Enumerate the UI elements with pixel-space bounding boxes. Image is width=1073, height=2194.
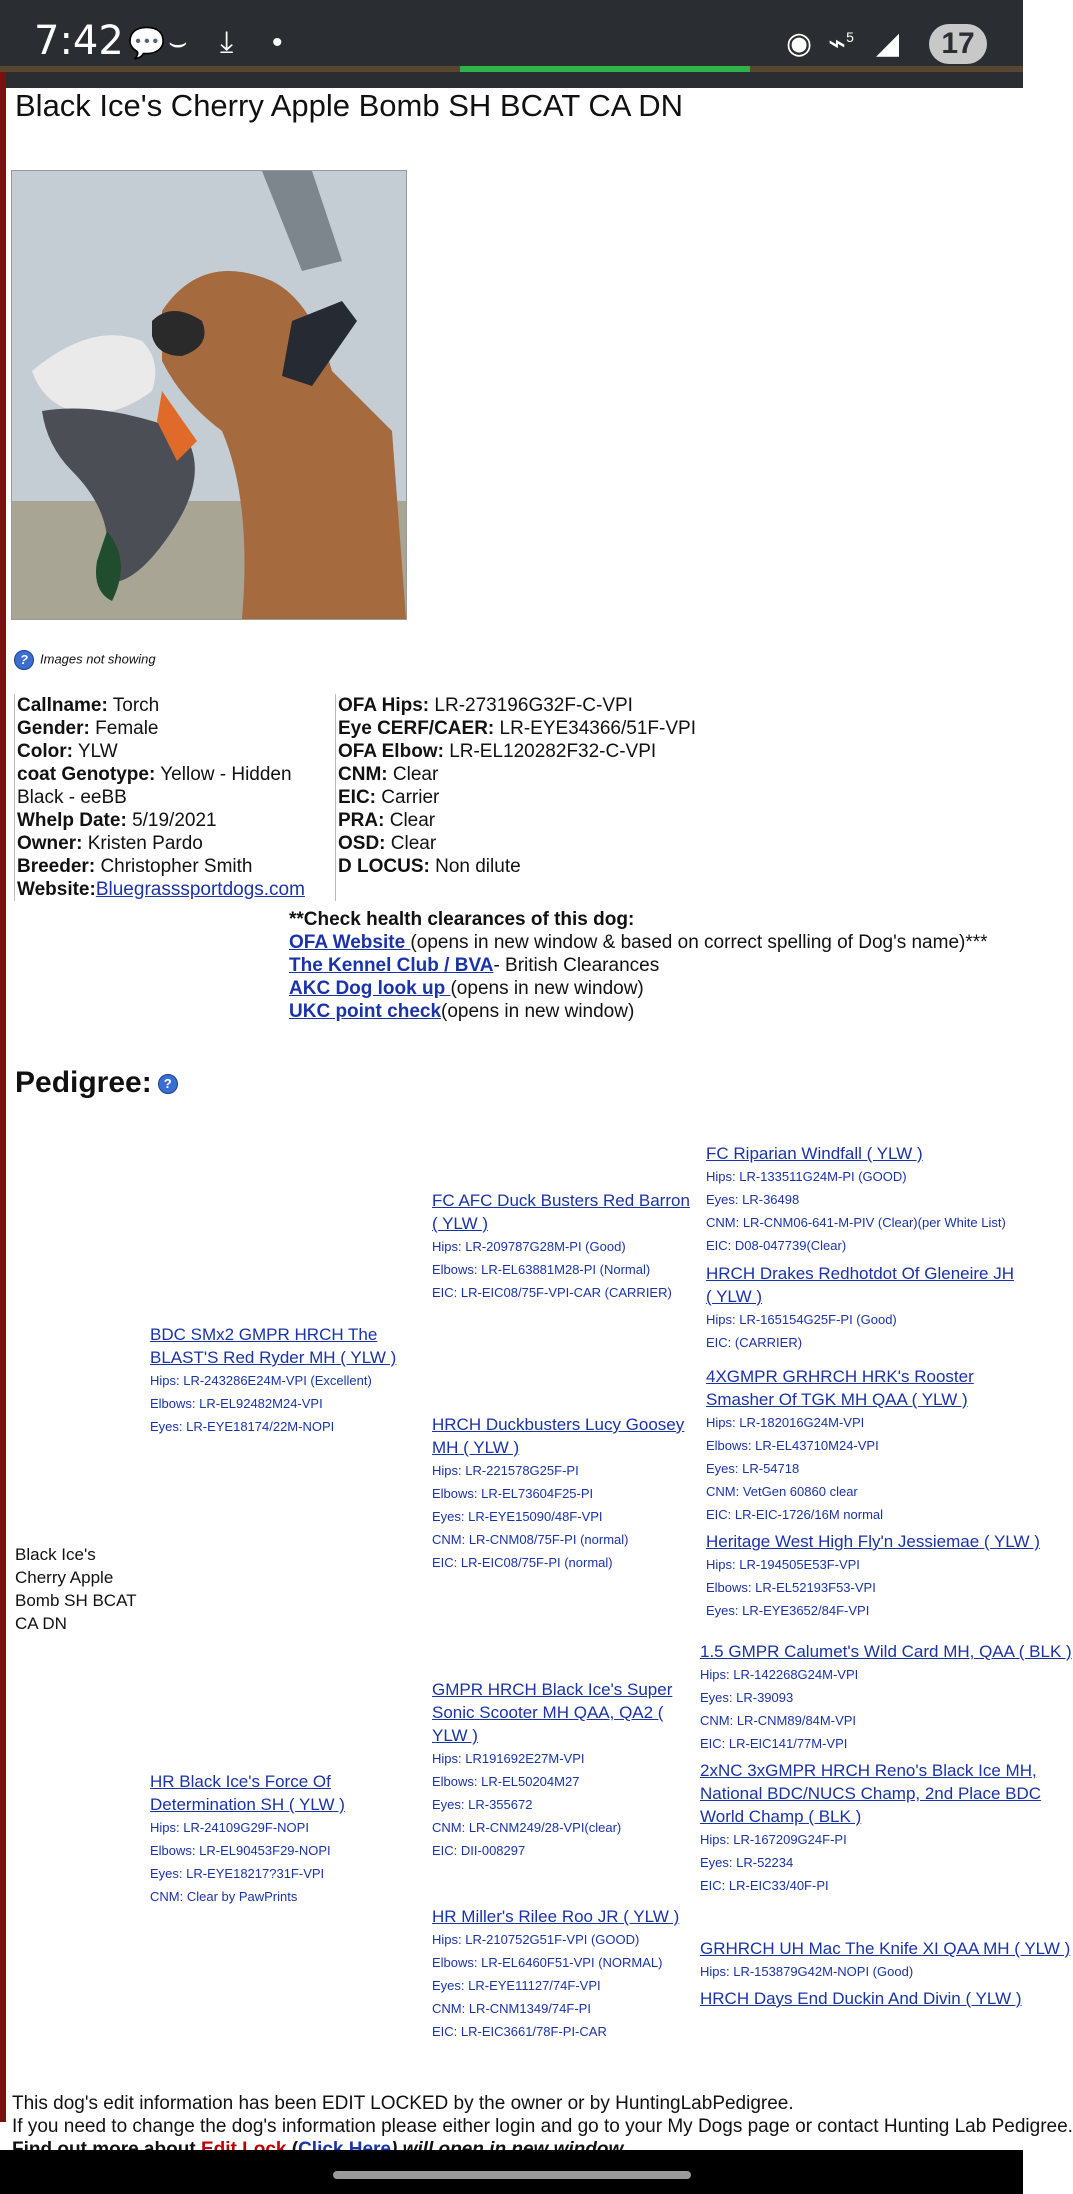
dam-dam-elbows: Elbows: LR-EL6460F51-VPI (NORMAL): [432, 1955, 663, 1970]
gen3-4-link[interactable]: Heritage West High Fly'n Jessiemae ( YLW ): [706, 1532, 1040, 1551]
pedigree-sire: [150, 1323, 415, 1438]
dog-info-left: [14, 694, 336, 901]
pedigree-dam-sire: [432, 1678, 697, 1862]
dog-with-duck-image: [12, 171, 406, 619]
sire-dam-hips: Hips: LR-221578G25F-PI: [432, 1463, 579, 1478]
images-note-text: Images not showing: [40, 651, 156, 667]
dam-sire-eyes: Eyes: LR-355672: [432, 1797, 533, 1812]
ofa-website-link[interactable]: OFA Website: [289, 932, 411, 953]
wifi-label: 5: [846, 29, 854, 45]
sire-dam-cnm: CNM: LR-CNM08/75F-PI (normal): [432, 1532, 629, 1547]
sire-dam-eic: EIC: LR-EIC08/75F-PI (normal): [432, 1555, 613, 1570]
gen3-3-line: Elbows: LR-EL43710M24-VPI: [706, 1438, 879, 1453]
gen3-4-line: Eyes: LR-EYE3652/84F-VPI: [706, 1603, 870, 1618]
edit-lock-line1: This dog's edit information has been EDIT LOCKED by the owner or by HuntingLabPedigree.: [12, 2093, 794, 2114]
dam-sire-cnm: CNM: LR-CNM249/28-VPI(clear): [432, 1820, 622, 1835]
pedigree-gen3-7: [700, 1937, 1071, 1983]
website-link[interactable]: Bluegrasssportdogs.com: [95, 879, 305, 900]
gen3-4-line: Hips: LR-194505E53F-VPI: [706, 1557, 860, 1572]
images-not-showing-note[interactable]: [14, 650, 156, 670]
dot-icon: •: [272, 26, 283, 59]
sire-sire-hips: Hips: LR-209787G28M-PI (Good): [432, 1239, 626, 1254]
gen3-3-link[interactable]: 4XGMPR GRHRCH HRK's Rooster Smasher Of TGK MH QAA ( YLW ): [706, 1367, 974, 1409]
gen3-3-line: CNM: VetGen 60860 clear: [706, 1484, 858, 1499]
info-owner: Owner: Kristen Pardo: [17, 833, 203, 854]
gen3-7-link[interactable]: GRHRCH UH Mac The Knife XI QAA MH ( YLW ): [700, 1939, 1071, 1958]
dam-elbows: Elbows: LR-EL90453F29-NOPI: [150, 1843, 331, 1858]
gen3-1-line: EIC: D08-047739(Clear): [706, 1238, 847, 1253]
pedigree-subject: [15, 1543, 145, 1635]
home-gesture-handle[interactable]: [333, 2171, 691, 2179]
health-heading: **Check health clearances of this dog:: [289, 909, 635, 930]
gen3-2-line: Hips: LR-165154G25F-PI (Good): [706, 1312, 897, 1327]
dam-dam-cnm: CNM: LR-CNM1349/74F-PI: [432, 2001, 591, 2016]
page-top-strip: [0, 66, 1023, 72]
pedigree-gen3-5: [700, 1640, 1072, 1755]
download-icon: ⤓: [220, 26, 234, 59]
amazon-smile-icon: ⌣: [168, 26, 188, 59]
dam-sire-hips: Hips: LR191692E27M-VPI: [432, 1751, 585, 1766]
signal-icon: ◢: [876, 27, 900, 60]
info-coat-genotype: coat Genotype: Yellow - Hidden Black - eeBB: [17, 764, 292, 808]
gen3-3-line: EIC: LR-EIC-1726/16M normal: [706, 1507, 884, 1522]
edit-lock-line2: If you need to change the dog's information please either login and go to your My Dogs page or contact Hunting Lab Pedigree.: [12, 2116, 1073, 2137]
gen3-5-line: EIC: LR-EIC141/77M-VPI: [700, 1736, 848, 1751]
pedigree-heading: Pedigree: ?: [15, 1066, 178, 1100]
gen3-3-line: Eyes: LR-54718: [706, 1461, 800, 1476]
health-row-kennel-club: The Kennel Club / BVA- British Clearances: [289, 955, 660, 976]
sire-dam-eyes: Eyes: LR-EYE15090/48F-VPI: [432, 1509, 603, 1524]
gen3-1-link[interactable]: FC Riparian Windfall ( YLW ): [706, 1144, 923, 1163]
pedigree-gen3-1: [706, 1142, 1023, 1257]
pedigree-dam-dam-link[interactable]: HR Miller's Rilee Roo JR ( YLW ): [432, 1907, 680, 1926]
health-row-ukc: UKC point check(opens in new window): [289, 1001, 635, 1022]
pedigree-gen3-3: [706, 1365, 1023, 1526]
info-color: Color: YLW: [17, 741, 118, 762]
info-cnm: CNM: Clear: [338, 764, 439, 785]
dam-cnm: CNM: Clear by PawPrints: [150, 1889, 298, 1904]
dam-dam-hips: Hips: LR-210752G51F-VPI (GOOD): [432, 1932, 640, 1947]
pedigree-dam-sire-link[interactable]: GMPR HRCH Black Ice's Super Sonic Scooter MH QAA, QA2 ( YLW ): [432, 1680, 673, 1745]
ukc-point-check-link[interactable]: UKC point check: [289, 1001, 442, 1022]
sire-elbows: Elbows: LR-EL92482M24-VPI: [150, 1396, 323, 1411]
dam-sire-elbows: Elbows: LR-EL50204M27: [432, 1774, 580, 1789]
dam-eyes: Eyes: LR-EYE18217?31F-VPI: [150, 1866, 325, 1881]
info-ofa-elbow: OFA Elbow: LR-EL120282F32-C-VPI: [338, 741, 657, 762]
pedigree-sire-dam-link[interactable]: HRCH Duckbusters Lucy Goosey MH ( YLW ): [432, 1415, 685, 1457]
info-osd: OSD: Clear: [338, 833, 437, 854]
info-eic: EIC: Carrier: [338, 787, 440, 808]
gen3-8-link[interactable]: HRCH Days End Duckin And Divin ( YLW ): [700, 1989, 1022, 2008]
chat-bubble-icon: 💬: [128, 27, 166, 60]
gen3-6-line: Eyes: LR-52234: [700, 1855, 794, 1870]
notification-count-badge: 17: [929, 24, 987, 64]
akc-lookup-link[interactable]: AKC Dog look up: [289, 978, 451, 999]
pedigree-gen3-4: [706, 1530, 1040, 1622]
pedigree-gen3-8: [700, 1987, 1023, 2010]
pedigree-sire-link[interactable]: BDC SMx2 GMPR HRCH The BLAST'S Red Ryder MH ( YLW ): [150, 1325, 397, 1367]
sire-sire-eic: EIC: LR-EIC08/75F-VPI-CAR (CARRIER): [432, 1285, 672, 1300]
info-breeder: Breeder: Christopher Smith: [17, 856, 253, 877]
dog-photo[interactable]: [11, 170, 407, 620]
location-icon: ◉: [786, 27, 813, 60]
dam-sire-eic: EIC: DII-008297: [432, 1843, 526, 1858]
info-d-locus: D LOCUS: Non dilute: [338, 856, 521, 877]
pedigree-sire-dam: [432, 1413, 697, 1574]
sire-dam-elbows: Elbows: LR-EL73604F25-PI: [432, 1486, 594, 1501]
page-title: Black Ice's Cherry Apple Bomb SH BCAT CA DN: [15, 88, 684, 123]
info-callname: Callname: Torch: [17, 695, 160, 716]
gen3-5-line: CNM: LR-CNM89/84M-VPI: [700, 1713, 857, 1728]
gen3-7-line: Hips: LR-153879G42M-NOPI (Good): [700, 1964, 914, 1979]
dog-info-right: [338, 694, 838, 878]
dam-hips: Hips: LR-24109G29F-NOPI: [150, 1820, 309, 1835]
info-gender: Gender: Female: [17, 718, 159, 739]
gen3-6-link[interactable]: 2xNC 3xGMPR HRCH Reno's Black Ice MH, National BDC/NUCS Champ, 2nd Place BDC World Champ ( BLK ): [700, 1761, 1042, 1826]
pedigree-subject-name: Black Ice's Cherry Apple Bomb SH BCAT CA DN: [15, 1545, 137, 1633]
sire-eyes: Eyes: LR-EYE18174/22M-NOPI: [150, 1419, 335, 1434]
health-clearances: [289, 908, 988, 1023]
system-nav-bar: [0, 2150, 1023, 2194]
pedigree-sire-sire-link[interactable]: FC AFC Duck Busters Red Barron ( YLW ): [432, 1191, 690, 1233]
wifi-icon: ⌁$^5$: [828, 27, 854, 60]
gen3-2-line: EIC: (CARRIER): [706, 1335, 803, 1350]
gen3-4-line: Elbows: LR-EL52193F53-VPI: [706, 1580, 876, 1595]
gen3-5-link[interactable]: 1.5 GMPR Calumet's Wild Card MH, QAA ( BLK ): [700, 1642, 1072, 1661]
pedigree-sire-sire: [432, 1189, 697, 1304]
status-bar: [0, 0, 1023, 88]
gen3-1-line: CNM: LR-CNM06-641-M-PIV (Clear)(per White List): [706, 1215, 1006, 1230]
pedigree-dam-dam: [432, 1905, 697, 2043]
info-pra: PRA: Clear: [338, 810, 436, 831]
gen3-2-link[interactable]: HRCH Drakes Redhotdot Of Gleneire JH ( YLW ): [706, 1264, 1015, 1306]
info-eye-cerf: Eye CERF/CAER: LR-EYE34366/51F-VPI: [338, 718, 696, 739]
pedigree-help-icon[interactable]: ?: [158, 1074, 178, 1094]
sire-sire-elbows: Elbows: LR-EL63881M28-PI (Normal): [432, 1262, 651, 1277]
pedigree-dam-link[interactable]: HR Black Ice's Force Of Determination SH ( YLW ): [150, 1772, 345, 1814]
gen3-3-line: Hips: LR-182016G24M-VPI: [706, 1415, 865, 1430]
help-icon[interactable]: ?: [14, 650, 34, 670]
pedigree-gen3-2: [706, 1262, 1023, 1354]
gen3-5-line: Eyes: LR-39093: [700, 1690, 794, 1705]
kennel-club-link[interactable]: The Kennel Club / BVA: [289, 955, 494, 976]
progress-strip: [460, 66, 750, 72]
pedigree-dam: [150, 1770, 415, 1908]
info-ofa-hips: OFA Hips: LR-273196G32F-C-VPI: [338, 695, 633, 716]
info-whelp-date: Whelp Date: 5/19/2021: [17, 810, 217, 831]
clock: 7:42: [34, 18, 124, 64]
dam-dam-eic: EIC: LR-EIC3661/78F-PI-CAR: [432, 2024, 607, 2039]
pedigree-gen3-6: [700, 1759, 1042, 1897]
gen3-6-line: Hips: LR-167209G24F-PI: [700, 1832, 847, 1847]
info-website: Website:Bluegrasssportdogs.com: [17, 879, 305, 900]
dam-dam-eyes: Eyes: LR-EYE11127/74F-VPI: [432, 1978, 601, 1993]
health-row-akc: AKC Dog look up (opens in new window): [289, 978, 644, 999]
health-row-ofa: OFA Website (opens in new window & based on correct spelling of Dog's name)***: [289, 932, 988, 953]
gen3-1-line: Hips: LR-133511G24M-PI (GOOD): [706, 1169, 907, 1184]
gen3-6-line: EIC: LR-EIC33/40F-PI: [700, 1878, 829, 1893]
left-border: [0, 72, 6, 2122]
gen3-5-line: Hips: LR-142268G24M-VPI: [700, 1667, 859, 1682]
sire-hips: Hips: LR-243286E24M-VPI (Excellent): [150, 1373, 372, 1388]
gen3-1-line: Eyes: LR-36498: [706, 1192, 800, 1207]
